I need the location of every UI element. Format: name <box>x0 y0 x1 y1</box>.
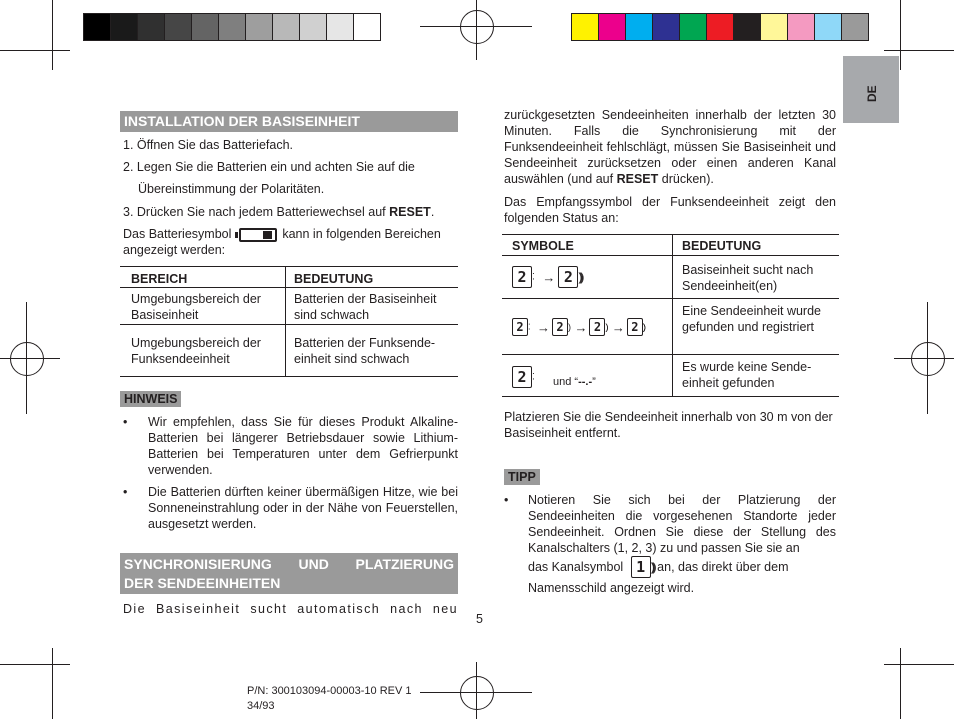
right-para-2: Das Empfangssymbol der Funksendeeinheit zeigt den folgenden Status an: <box>504 195 836 225</box>
tip-line-post: an, das direkt über dem <box>657 560 789 574</box>
color-swatch <box>192 14 219 40</box>
right-para-1-end: drücken). <box>658 172 714 186</box>
tip-text: Notieren Sie sich bei der Platzierung der Sendeeinheiten die vorgesehenen Standorte jeder Sendeeinheit. Ordnen Sie diese der Stellung des Kanalschalters (1, 2, 3) zu und passen Sie sie an <box>528 493 836 555</box>
registration-mark <box>911 342 945 376</box>
step-3-text: 3. Drücken Sie nach jedem Batteriewechsel auf <box>123 205 390 219</box>
crop-mark <box>52 0 53 70</box>
right-para-1-text: zurückgesetzten Sendeeinheiten innerhalb der letzten 30 Minuten. Falls die Synchronisierung mit der Funksendeeinheit fehlschlägt, müssen Sie Basiseinheit und Sendeeinheit zurücksetzen oder einen anderen Kanal auswählen (und auf <box>504 108 836 186</box>
table1-header-area: BEREICH <box>131 272 188 286</box>
note-item: • Wir empfehlen, dass Sie für dieses Produkt Alkaline-Batterien bei längerer Betriebsdauer sowie Lithium-Batterien bei Temperaturen unter dem Gefrierpunkt verwenden. <box>123 415 458 477</box>
color-swatch <box>680 14 707 40</box>
crop-mark <box>476 0 477 60</box>
symbol-found: 2 ⁚ → 2 → 2 → 2 <box>512 318 643 336</box>
crop-mark <box>26 302 27 414</box>
step-2: 2. Legen Sie die Batterien ein und achten Sie auf die <box>123 160 415 174</box>
table2-cell: Es wurde keine Sende-einheit gefunden <box>682 360 812 390</box>
battery-line <box>123 226 461 242</box>
table2-cell: Eine Sendeeinheit wurde gefunden und registriert <box>682 304 821 334</box>
arrow-icon: → <box>542 269 556 285</box>
color-swatch <box>788 14 815 40</box>
right-para-3: Platzieren Sie die Sendeeinheit innerhalb von 30 m von der Basiseinheit entfernt. <box>504 410 833 440</box>
footer-part-number: P/N: 300103094-00003-10 REV 1 <box>247 685 412 697</box>
note-item: • Die Batterien dürften keiner übermäßigen Hitze, wie bei Sonneneinstrahlung oder in der Nähe von Feuerstellen, ausgesetzt werden. <box>123 485 458 531</box>
crop-mark <box>0 358 60 359</box>
page-number: 5 <box>476 612 483 626</box>
color-swatch <box>354 14 380 40</box>
tip-line <box>528 556 789 578</box>
table1-header-meaning: BEDEUTUNG <box>294 272 374 286</box>
color-swatch <box>653 14 680 40</box>
battery-text-post: kann in folgenden Bereichen <box>282 227 441 241</box>
table1-cell: Batterien der Funksende-einheit sind schwach <box>294 336 436 366</box>
color-swatch <box>626 14 653 40</box>
color-swatch <box>327 14 354 40</box>
color-swatch <box>111 14 138 40</box>
table1-cell: Batterien der Basiseinheit sind schwach <box>294 292 437 322</box>
color-swatch <box>842 14 868 40</box>
color-swatch <box>572 14 599 40</box>
channel-2-icon: 2 <box>558 266 578 288</box>
reset-label: RESET <box>616 172 659 186</box>
table2-cell: Basiseinheit sucht nach Sendeeinheit(en) <box>682 263 814 293</box>
footer-page-of: 34/93 <box>247 700 275 712</box>
color-swatch <box>599 14 626 40</box>
crop-mark <box>52 648 53 719</box>
tip-line-pre: das Kanalsymbol <box>528 560 624 574</box>
signal-dots-icon: ⁚ <box>532 271 535 282</box>
channel-2-icon: 2 <box>512 318 528 336</box>
language-tab <box>843 56 899 123</box>
step-3 <box>123 204 434 220</box>
channel-2-icon: 2 <box>589 318 605 336</box>
table1-cell: Umgebungsbereich der Funksendeeinheit <box>131 336 261 366</box>
color-swatch <box>246 14 273 40</box>
right-para-1 <box>504 107 836 187</box>
note-label: HINWEIS <box>120 391 181 407</box>
step-2-cont: Übereinstimmung der Polaritäten. <box>138 182 325 196</box>
color-swatch <box>734 14 761 40</box>
channel-2-icon: 2 <box>627 318 643 336</box>
crop-mark <box>884 664 954 665</box>
tip-label: TIPP <box>504 469 540 485</box>
signal-waves-icon: ))) <box>650 560 654 574</box>
crop-mark <box>476 662 477 719</box>
reset-label: RESET <box>389 205 431 219</box>
battery-line-2: angezeigt werden: <box>123 243 226 257</box>
color-swatch <box>273 14 300 40</box>
color-swatch <box>219 14 246 40</box>
registration-mark <box>460 676 494 710</box>
sync-text: Die Basiseinheit sucht automatisch nach neu <box>123 602 458 616</box>
symbol-searching <box>512 266 581 288</box>
color-control-bar <box>571 13 869 41</box>
sync-heading-line1: SYNCHRONISIERUNG UND PLATZIERUNG <box>124 556 454 572</box>
crop-mark <box>0 664 70 665</box>
crop-mark <box>900 648 901 719</box>
sync-heading <box>120 553 458 594</box>
arrow-icon: → <box>537 319 550 335</box>
channel-2-icon: 2 <box>552 318 568 336</box>
signal-waves-icon: ))) <box>578 270 582 284</box>
color-swatch <box>815 14 842 40</box>
install-heading-text: INSTALLATION DER BASISEINHEIT <box>124 113 360 129</box>
battery-icon <box>239 228 275 242</box>
crop-mark <box>927 302 928 414</box>
color-swatch <box>165 14 192 40</box>
table2-header-meaning: BEDEUTUNG <box>682 239 762 253</box>
step-3-end: . <box>430 205 435 219</box>
note-item-text: Die Batterien dürften keiner übermäßigen Hitze, wie bei Sonneneinstrahlung oder in der Nähe von Feuerstellen, ausgesetzt werden. <box>148 485 458 531</box>
language-tab-label: DE <box>865 85 879 102</box>
tip-last: Namensschild angezeigt wird. <box>528 581 695 595</box>
crop-mark <box>0 50 70 51</box>
step-1: 1. Öffnen Sie das Batteriefach. <box>123 138 294 152</box>
channel-2-icon: 2 <box>512 366 532 388</box>
symbol-none: 2 ⁚ <box>512 366 535 388</box>
color-swatch <box>707 14 734 40</box>
color-swatch <box>84 14 111 40</box>
color-swatch <box>761 14 788 40</box>
crop-mark <box>900 0 901 70</box>
table1-cell: Umgebungsbereich der Basiseinheit <box>131 292 261 322</box>
crop-mark <box>884 50 954 51</box>
sync-heading-line2: DER SENDEEINHEITEN <box>124 575 281 591</box>
registration-mark <box>460 10 494 44</box>
tip-item: • Notieren Sie sich bei der Platzierung der Sendeeinheiten die vorgesehenen Standorte jeder Sendeeinheit. Ordnen Sie diese der Stellung des Kanalschalters (1, 2, 3) zu und passen Sie sie an <box>504 493 836 555</box>
arrow-icon: → <box>574 319 588 335</box>
grayscale-color-bar <box>83 13 381 41</box>
channel-2-icon: 2 <box>512 266 532 288</box>
registration-mark <box>10 342 44 376</box>
install-heading <box>120 111 458 132</box>
color-swatch <box>300 14 327 40</box>
channel-1-icon: 1 <box>631 556 651 578</box>
table2-header-symbol: SYMBOLE <box>512 239 574 253</box>
color-swatch <box>138 14 165 40</box>
note-item-text: Wir empfehlen, dass Sie für dieses Produkt Alkaline-Batterien bei längerer Betriebsdauer sowie Lithium-Batterien bei Temperaturen unter dem Gefrierpunkt verwenden. <box>148 415 458 477</box>
symbol-none-text: und “--.-” <box>553 376 596 388</box>
battery-text-pre: Das Batteriesymbol <box>123 227 232 241</box>
crop-mark <box>894 358 954 359</box>
arrow-icon: → <box>611 319 625 335</box>
